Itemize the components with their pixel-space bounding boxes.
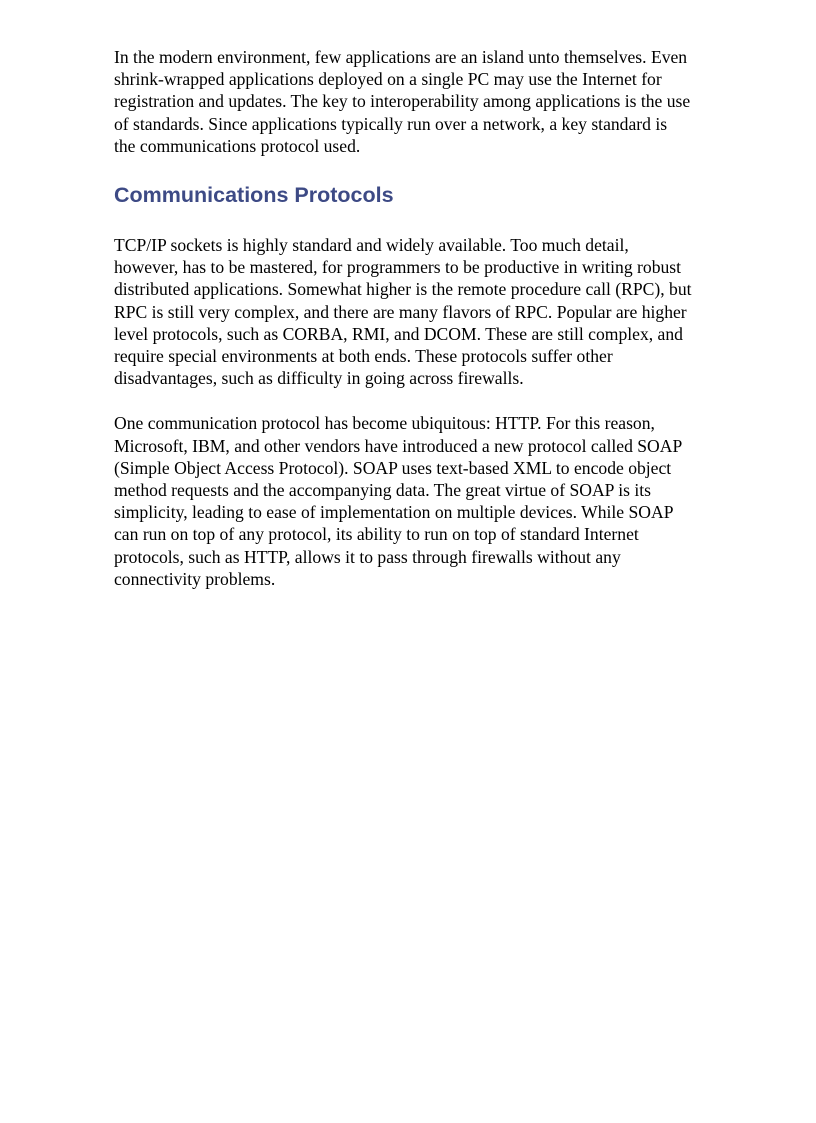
section-heading: Communications Protocols [114, 183, 394, 208]
protocols-paragraph: TCP/IP sockets is highly standard and widely available. Too much detail, however, has to be mastered, for programmers to be productive in writing robust distributed applications. Somewhat higher is the remote procedure call (RPC), but RPC is still very complex, and there are many flavors of RPC. Popular are higher level protocols, such as CORBA, RMI, and DCOM. These are still complex, and require special environments at both ends. These protocols suffer other disadvantages, such as difficulty in going across firewalls. [114, 235, 692, 389]
document-body [114, 46, 754, 590]
soap-paragraph: One communication protocol has become ubiquitous: HTTP. For this reason, Microsoft, IBM, and other vendors have introduced a new protocol called SOAP (Simple Object Access Protocol). SOAP uses text-based XML to encode object method requests and the accompanying data. The great virtue of SOAP is its simplicity, leading to ease of implementation on multiple devices. While SOAP can run on top of any protocol, its ability to run on top of standard Internet protocols, such as HTTP, allows it to pass through firewalls without any connectivity problems. [114, 413, 683, 589]
intro-paragraph: In the modern environment, few applications are an island unto themselves. Even shrink-wrapped applications deployed on a single PC may use the Internet for registration and updates. The key to interoperability among applications is the use of standards. Since applications typically run over a network, a key standard is the communications protocol used. [114, 47, 691, 156]
